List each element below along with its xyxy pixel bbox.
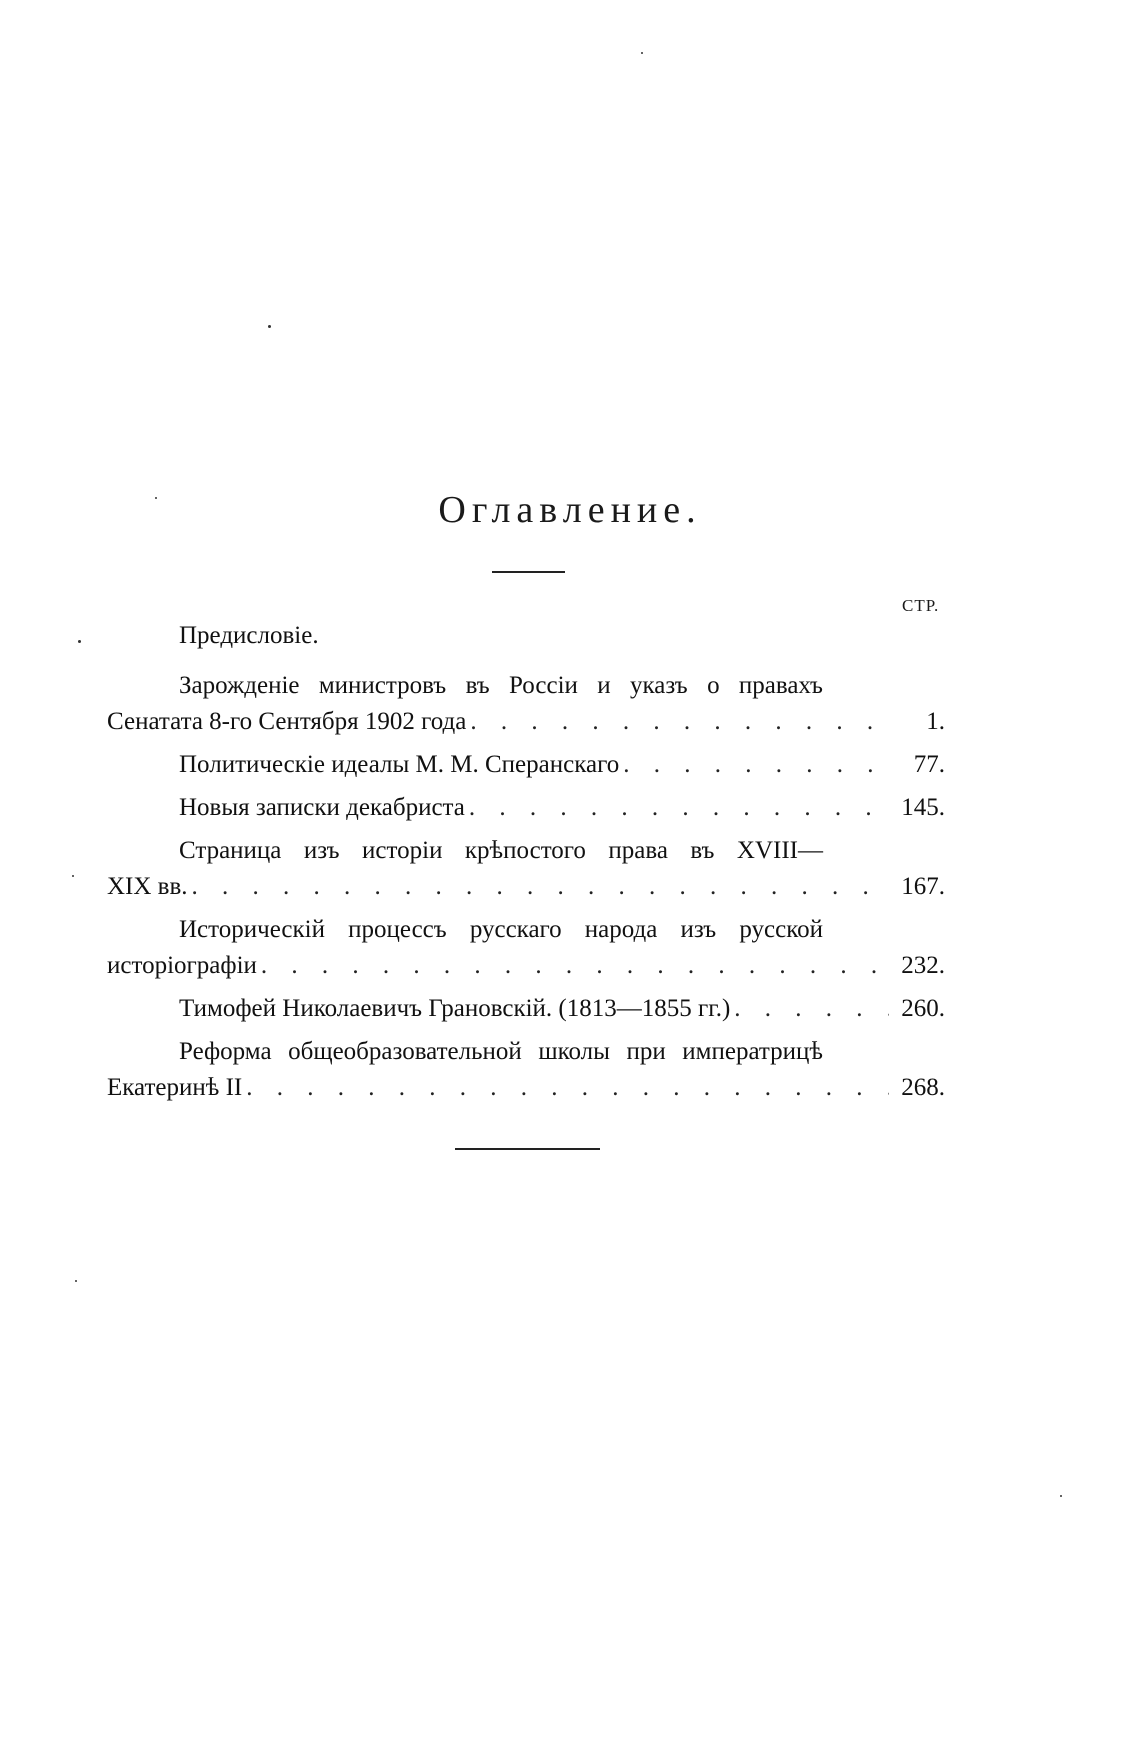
toc-entry-title-continued: XIX вв. bbox=[107, 873, 188, 900]
page-column-header: СТР. bbox=[902, 596, 940, 615]
toc-word: общеобразовательной bbox=[288, 1038, 522, 1065]
toc-word: школы bbox=[538, 1038, 610, 1065]
toc-entry-title: Новыя записки декабриста bbox=[179, 794, 465, 821]
toc-page-number: 77. bbox=[913, 751, 945, 778]
toc-page-number: 232. bbox=[901, 952, 945, 979]
toc-word: Зарожденіе bbox=[179, 672, 300, 699]
toc-entry bbox=[107, 668, 945, 740]
toc-entry-title: Тимофей Николаевичъ Грановскій. (1813—1855 гг.) bbox=[179, 995, 731, 1022]
toc-entry bbox=[107, 991, 945, 1027]
toc-word: русскаго bbox=[469, 916, 562, 943]
scan-speck bbox=[641, 52, 643, 54]
toc-entry-line bbox=[107, 991, 945, 1027]
toc-page-number: 268. bbox=[901, 1074, 945, 1101]
toc-entry-title-words bbox=[179, 668, 823, 704]
toc-entry-title-words bbox=[179, 1034, 823, 1070]
toc-entry bbox=[107, 912, 945, 984]
toc-word: указъ bbox=[629, 672, 688, 699]
toc-entry-title: Политическіе идеалы М. М. Сперанскаго bbox=[179, 751, 620, 778]
toc-entry-title-continued: исторіографіи bbox=[107, 952, 257, 979]
toc-entry bbox=[107, 1034, 945, 1106]
toc-entry-title-words bbox=[179, 833, 823, 869]
toc-entry-line bbox=[107, 1034, 945, 1070]
toc-word: Страница bbox=[179, 837, 282, 864]
toc-page-number: 1. bbox=[926, 708, 945, 735]
toc-word: крѣпостого bbox=[464, 837, 586, 864]
leader-dots bbox=[261, 948, 889, 984]
leader-dots bbox=[623, 747, 889, 783]
toc-entry-line bbox=[107, 747, 945, 783]
toc-entry-line bbox=[107, 618, 945, 654]
leader-dots bbox=[734, 991, 889, 1027]
toc-word: министровъ bbox=[318, 672, 447, 699]
toc-word: въ bbox=[465, 672, 490, 699]
toc-entry-line bbox=[107, 912, 945, 948]
toc-entry-line bbox=[107, 948, 945, 984]
toc-word: исторіи bbox=[362, 837, 443, 864]
toc-word: процессъ bbox=[348, 916, 447, 943]
toc-word: при bbox=[626, 1038, 666, 1065]
toc-word: русской bbox=[739, 916, 823, 943]
toc-word: и bbox=[597, 672, 611, 699]
scan-speck bbox=[78, 640, 81, 643]
toc-word: императрицѣ bbox=[682, 1038, 823, 1065]
toc-entry bbox=[107, 747, 945, 783]
toc-entry-line bbox=[107, 704, 945, 740]
toc-entry bbox=[107, 618, 945, 654]
scan-speck bbox=[72, 875, 74, 877]
leader-dots bbox=[192, 869, 889, 905]
scan-speck bbox=[1060, 1495, 1062, 1497]
toc-word: Россіи bbox=[509, 672, 578, 699]
toc-word: Реформа bbox=[179, 1038, 272, 1065]
toc-word: XVIII— bbox=[736, 837, 823, 864]
toc-entry-title-continued: Екатеринѣ II bbox=[107, 1074, 243, 1101]
toc-entry-title-words bbox=[179, 912, 823, 948]
toc-word: о bbox=[707, 672, 720, 699]
toc-entry-line bbox=[107, 869, 945, 905]
toc-word: правахъ bbox=[738, 672, 823, 699]
toc-word: Историческій bbox=[179, 916, 325, 943]
toc-entry-line bbox=[107, 668, 945, 704]
toc-entry-line bbox=[107, 790, 945, 826]
toc-entry-title: Предисловіе. bbox=[179, 622, 319, 649]
toc-word: изъ bbox=[680, 916, 717, 943]
toc-word: народа bbox=[584, 916, 658, 943]
toc-page-number: 260. bbox=[901, 995, 945, 1022]
toc-page-number: 145. bbox=[901, 794, 945, 821]
scan-speck bbox=[75, 1280, 77, 1282]
toc-entry bbox=[107, 833, 945, 905]
table-of-contents bbox=[107, 618, 945, 1113]
page-title: Оглавление. bbox=[438, 489, 702, 531]
toc-word: въ bbox=[690, 837, 715, 864]
leader-dots bbox=[246, 1070, 889, 1106]
scan-speck bbox=[268, 325, 271, 328]
title-divider bbox=[492, 571, 565, 573]
toc-page-number: 167. bbox=[901, 873, 945, 900]
toc-entry bbox=[107, 790, 945, 826]
toc-entry-title-continued: Сенатата 8-го Сентября 1902 года bbox=[107, 708, 467, 735]
toc-entry-line bbox=[107, 1070, 945, 1106]
toc-word: права bbox=[608, 837, 668, 864]
leader-dots bbox=[470, 704, 889, 740]
toc-word: изъ bbox=[303, 837, 340, 864]
toc-entry-line bbox=[107, 833, 945, 869]
leader-dots bbox=[469, 790, 889, 826]
end-divider bbox=[455, 1148, 600, 1150]
